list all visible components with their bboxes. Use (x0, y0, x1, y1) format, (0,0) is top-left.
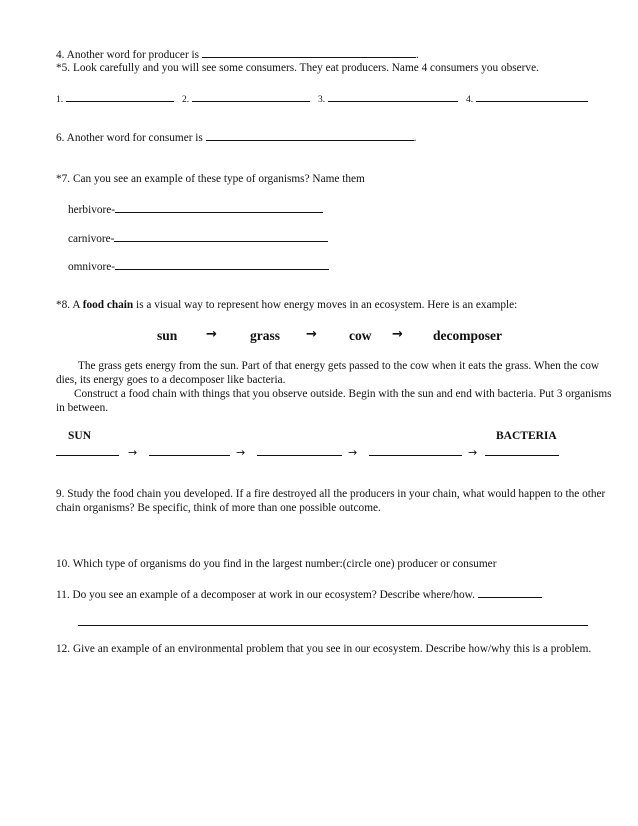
question-6 (56, 129, 416, 145)
arrow-icon: → (306, 327, 317, 342)
slot-number: 1. (56, 95, 64, 105)
period: . (413, 132, 417, 144)
chain-item-cow: cow (349, 328, 372, 343)
question-4-text: 4. Another word for producer is (56, 49, 202, 61)
bacteria-label: BACTERIA (496, 430, 557, 442)
question-10: 10. Which type of organisms do you find in the largest number:(circle one) producer or consumer (56, 558, 497, 570)
slot-number: 2. (182, 95, 190, 105)
chain-item-sun: sun (157, 328, 178, 343)
answer-blank[interactable] (192, 90, 310, 102)
food-chain-term: food chain (82, 299, 134, 311)
herbivore-row (68, 201, 323, 217)
answer-blank[interactable] (328, 90, 458, 102)
chain-blank-1[interactable] (56, 455, 119, 456)
answer-blank[interactable] (478, 586, 542, 598)
omnivore-row (68, 258, 329, 274)
chain-item-decomposer: decomposer (433, 328, 502, 343)
answer-blank[interactable] (202, 46, 416, 58)
chain-blank-4[interactable] (369, 455, 462, 456)
question-8-number: *8. A (56, 299, 83, 311)
question-4 (56, 46, 419, 62)
example-paragraph: The grass gets energy from the sun. Part of that energy gets passed to the cow when it eats the grass. When the cow dies, its energy goes to a decomposer like bacteria. (56, 360, 600, 386)
sun-label: SUN (68, 430, 92, 442)
slot-number: 3. (318, 95, 326, 105)
period: . (415, 49, 419, 61)
question-8-text: is a visual way to represent how energy moves in an ecosystem. Here is an example: (133, 299, 518, 311)
answer-blank[interactable] (114, 230, 328, 242)
question-7: *7. Can you see an example of these type of organisms? Name them (56, 173, 365, 185)
question-5: *5. Look carefully and you will see some consumers. They eat producers. Name 4 consumers you observe. (56, 62, 539, 74)
answer-blank[interactable] (115, 201, 323, 213)
consumer-slot-2 (182, 90, 310, 107)
question-6-text: 6. Another word for consumer is (56, 132, 206, 144)
herbivore-label: herbivore- (68, 204, 116, 216)
question-12: 12. Give an example of an environmental problem that you see in our ecosystem. Describe how/why this is a problem. (56, 643, 592, 655)
consumer-slot-4 (466, 90, 588, 107)
consumer-slot-3 (318, 90, 458, 107)
answer-blank[interactable] (66, 90, 174, 102)
omnivore-label: omnivore- (68, 261, 116, 273)
chain-blank-2[interactable] (149, 455, 230, 456)
arrow-icon: → (236, 446, 246, 459)
chain-blank-3[interactable] (257, 455, 342, 456)
consumer-slot-1 (56, 90, 174, 107)
chain-item-grass: grass (250, 328, 280, 343)
question-11 (56, 586, 542, 602)
answer-blank[interactable] (206, 129, 414, 141)
question-8 (56, 298, 517, 312)
carnivore-row (68, 230, 328, 246)
arrow-icon: → (206, 327, 217, 342)
answer-blank[interactable] (115, 258, 329, 270)
answer-line[interactable] (78, 625, 588, 626)
carnivore-label: carnivore- (68, 233, 115, 245)
arrow-icon: → (348, 446, 358, 459)
question-11-text: 11. Do you see an example of a decomposer at work in our ecosystem? Describe where/how. (56, 589, 478, 601)
chain-blank-5[interactable] (485, 455, 559, 456)
instructions-paragraph: Construct a food chain with things that you observe outside. Begin with the sun and end with bacteria. Put 3 organisms in between. (56, 388, 612, 414)
question-9: 9. Study the food chain you developed. If a fire destroyed all the producers in your chain, what would happen to the other chain organisms? Be specific, think of more than one possible outcome. (56, 488, 606, 514)
arrow-icon: → (468, 446, 478, 459)
answer-blank[interactable] (476, 90, 588, 102)
arrow-icon: → (128, 446, 138, 459)
slot-number: 4. (466, 95, 474, 105)
arrow-icon: → (392, 327, 403, 342)
